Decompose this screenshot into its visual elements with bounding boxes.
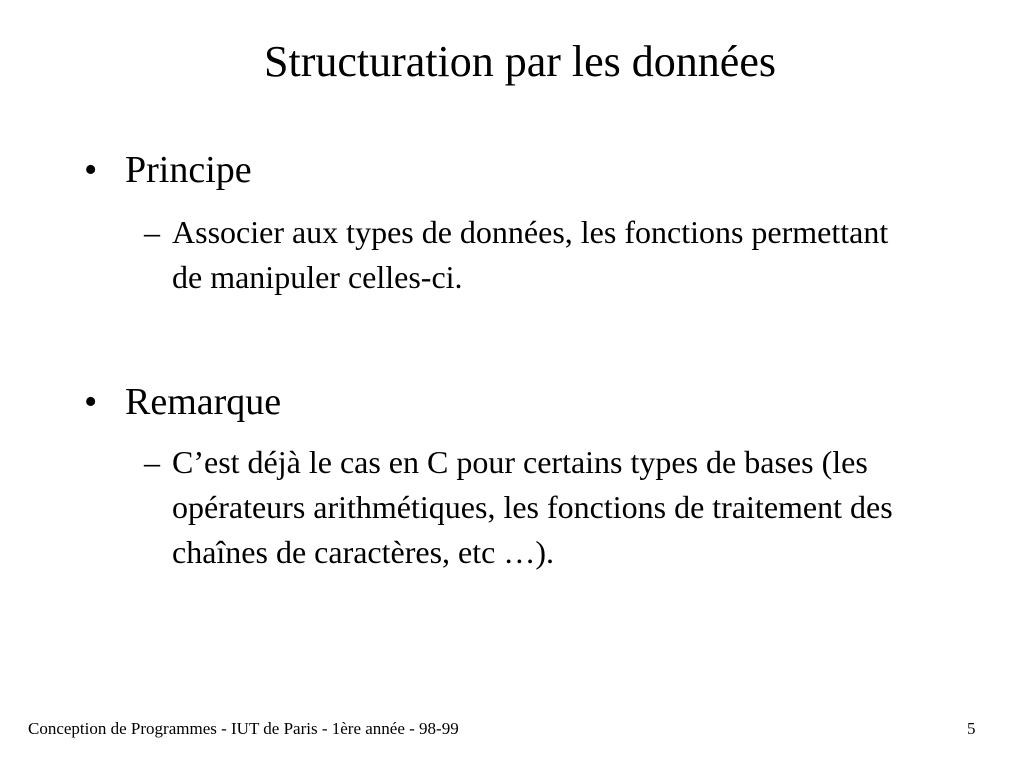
bullet-label: Remarque bbox=[125, 381, 282, 423]
sub-bullet-text: C’est déjà le cas en C pour certains types de bases (les opérateurs arithmétiques, les fonctions de traitement des chaînes de caractères, etc …). bbox=[172, 444, 893, 570]
sub-bullet-principe bbox=[144, 210, 904, 300]
bullet-label: Principe bbox=[125, 149, 252, 191]
footer-page-number: 5 bbox=[967, 719, 976, 738]
sub-bullet-text: Associer aux types de données, les fonctions permettant de manipuler celles-ci. bbox=[172, 214, 889, 295]
sub-bullet-dash: – bbox=[144, 444, 160, 480]
sub-bullet-remarque bbox=[144, 440, 904, 575]
slide-title: Structuration par les données bbox=[264, 37, 776, 86]
bullet-marker: • bbox=[84, 149, 98, 191]
footer-course-info: Conception de Programmes - IUT de Paris - 1ère année - 98-99 bbox=[28, 719, 459, 738]
bullet-marker: • bbox=[84, 381, 98, 423]
sub-bullet-dash: – bbox=[144, 214, 160, 250]
